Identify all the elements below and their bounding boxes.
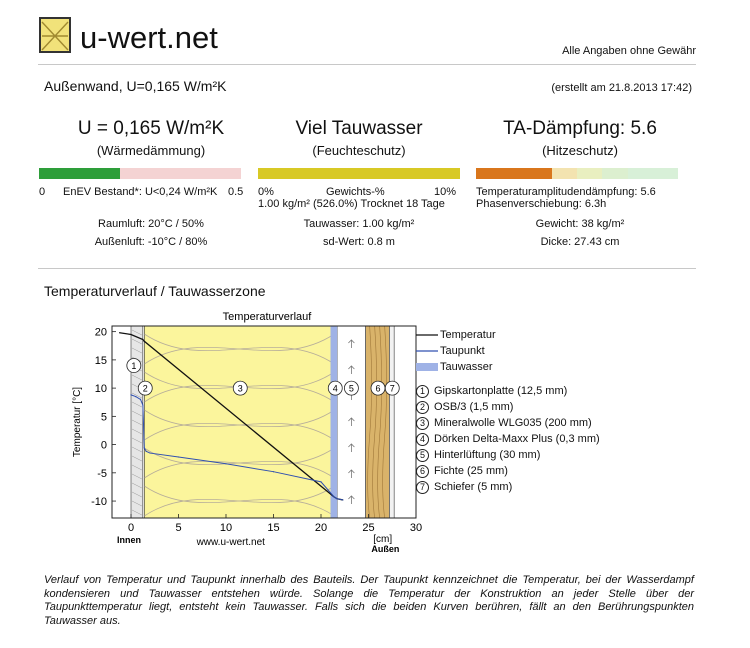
insulation-line2: Außenluft: -10°C / 80%: [94, 236, 208, 248]
layer-legend: [416, 383, 636, 495]
chart-description: Verlauf von Temperatur und Taupunkt innerhalb des Bauteils. Der Taupunkt kennzeichnet die Temperatur, bei der Wasserdampf kondensieren und Tauwasser entstehen würde. Solange die Temperatur der Konstruktion an jeder Stelle über der Taupunkttemperatur liegt, entsteht kein Tauwasser. Falls sich die beiden Kurven berühren, fällt an den Berührungspunkten Tauwasser aus.: [44, 574, 694, 627]
moisture-detail: 1.00 kg/m² (526.0%) Trocknet 18 Tage: [258, 198, 445, 210]
x-tick-label: 0: [127, 522, 135, 534]
layer-marker-label: 5: [348, 383, 354, 394]
section-title: Temperaturverlauf / Tauwasserzone: [44, 283, 266, 299]
heat-line1: Gewicht: 38 kg/m²: [535, 218, 625, 230]
construction-title: Außenwand, U=0,165 W/m²K: [44, 78, 227, 94]
insulation-summary: [36, 118, 266, 258]
layer-band-1: [131, 326, 143, 518]
layer-name: Dörken Delta-Maxx Plus (0,3 mm): [434, 433, 600, 445]
y-tick-label: -5: [97, 467, 107, 480]
inside-label: Innen: [117, 535, 141, 545]
x-tick-label: 5: [175, 522, 182, 534]
series-point: [342, 499, 343, 500]
logo[interactable]: [38, 12, 248, 60]
x-tick-label: 10: [219, 522, 233, 534]
series-point: [142, 339, 143, 340]
layer-marker-label: 6: [375, 383, 381, 394]
series-point: [225, 463, 226, 464]
layer-marker-label: 7: [389, 383, 395, 394]
divider: [38, 64, 696, 65]
legend-item-tauwasser: [416, 359, 636, 375]
moisture-scale-mid: Gewichts-%: [326, 186, 385, 198]
moisture-bar: [258, 168, 460, 179]
x-tick-label: 25: [362, 522, 375, 534]
outside-label: Außen: [371, 544, 400, 554]
disclaimer: Alle Angaben ohne Gewähr: [562, 45, 696, 57]
legend-label: Tauwasser: [440, 361, 493, 373]
y-tick-label: 0: [100, 439, 107, 452]
legend-item-temperatur: [416, 327, 636, 343]
layer-legend-item: [416, 399, 636, 415]
insulation-scale-mid: EnEV Bestand*: U<0,24 W/m²K: [63, 186, 218, 198]
layer-marker-label: 2: [142, 383, 148, 394]
chart-legend: [416, 327, 636, 495]
layer-number: 1: [416, 385, 429, 398]
series-point: [144, 447, 145, 448]
y-tick-label: -10: [91, 496, 107, 509]
layer-name: Fichte (25 mm): [434, 465, 508, 477]
condensation-zone: [331, 326, 338, 518]
chart-title: Temperaturverlauf: [222, 311, 312, 323]
layer-number: 4: [416, 433, 429, 446]
insulation-scale-right: 0.5: [228, 186, 244, 198]
legend-swatch-icon: [416, 362, 438, 372]
moisture-scale-left: 0%: [258, 186, 274, 198]
series-point: [130, 394, 131, 395]
series-point: [273, 471, 274, 472]
layer-number: 7: [416, 481, 429, 494]
layer-legend-item: [416, 431, 636, 447]
x-axis-label: [cm]: [373, 534, 393, 545]
layer-number: 6: [416, 465, 429, 478]
insulation-line1: Raumluft: 20°C / 50%: [98, 218, 204, 230]
y-tick-label: 15: [94, 354, 107, 367]
layer-name: OSB/3 (1,5 mm): [434, 401, 514, 413]
heat-line2: Dicke: 27.43 cm: [540, 236, 620, 248]
logo-icon: [38, 16, 76, 56]
moisture-title: Viel Tauwasser: [295, 118, 423, 139]
y-tick-label: 20: [94, 326, 107, 339]
insulation-subtitle: (Wärmedämmung): [96, 143, 206, 158]
layer-legend-item: [416, 383, 636, 399]
series-point: [334, 497, 335, 498]
layer-legend-item: [416, 447, 636, 463]
series-point: [149, 452, 150, 453]
layer-legend-item: [416, 415, 636, 431]
moisture-scale-right: 10%: [434, 186, 457, 198]
watermark: www.u-wert.net: [196, 537, 265, 548]
legend-label: Taupunkt: [440, 345, 485, 357]
layer-marker-label: 3: [237, 383, 243, 394]
heat-title: TA-Dämpfung: 5.6: [503, 118, 657, 139]
layer-band-3: [144, 326, 334, 518]
layer-name: Schiefer (5 mm): [434, 481, 513, 493]
series-point: [144, 341, 145, 342]
heat-summary: [460, 118, 700, 258]
series-point: [337, 498, 338, 499]
layer-number: 5: [416, 449, 429, 462]
series-point: [178, 456, 179, 457]
series-point: [146, 451, 147, 452]
y-axis-label: Temperatur [°C]: [72, 386, 83, 458]
moisture-summary: [244, 118, 474, 258]
layer-marker-label: 1: [131, 361, 137, 372]
series-point: [140, 399, 141, 400]
insulation-bar: [39, 168, 241, 179]
moisture-subtitle: (Feuchteschutz): [312, 143, 406, 158]
heat-detail2: Phasenverschiebung: 6.3h: [476, 198, 607, 210]
series-point: [119, 332, 120, 333]
legend-label: Temperatur: [440, 329, 496, 341]
layer-number: 3: [416, 417, 429, 430]
moisture-line1: Tauwasser: 1.00 kg/m²: [303, 218, 415, 230]
series-point: [135, 396, 136, 397]
created-timestamp: (erstellt am 21.8.2013 17:42): [551, 82, 692, 94]
heat-detail1: Temperaturamplitudendämpfung: 5.6: [476, 186, 656, 198]
layer-number: 2: [416, 401, 429, 414]
layer-band-7: [389, 326, 394, 518]
layer-name: Mineralwolle WLG035 (200 mm): [434, 417, 592, 429]
insulation-scale-left: 0: [39, 186, 46, 198]
layer-legend-item: [416, 463, 636, 479]
layer-name: Gipskartonplatte (12,5 mm): [434, 385, 568, 397]
series-point: [320, 481, 321, 482]
legend-line-icon: [416, 348, 438, 354]
heat-bar: [476, 168, 678, 179]
divider: [38, 268, 696, 269]
y-tick-label: 10: [94, 383, 107, 396]
series-point: [130, 334, 131, 335]
x-tick-label: 20: [314, 522, 328, 534]
series-point: [142, 404, 143, 405]
legend-item-taupunkt: [416, 343, 636, 359]
x-tick-label: 15: [267, 522, 280, 534]
heat-subtitle: (Hitzeschutz): [542, 143, 618, 158]
moisture-line2: sd-Wert: 0.8 m: [323, 236, 395, 248]
insulation-title: U = 0,165 W/m²K: [77, 118, 225, 139]
y-tick-label: 5: [100, 411, 107, 424]
layer-legend-item: [416, 479, 636, 495]
legend-line-icon: [416, 332, 438, 338]
x-tick-label: 30: [409, 522, 423, 534]
logo-text: u-wert.net: [80, 20, 218, 55]
layer-name: Hinterlüftung (30 mm): [434, 449, 541, 461]
layer-marker-label: 4: [332, 383, 338, 394]
